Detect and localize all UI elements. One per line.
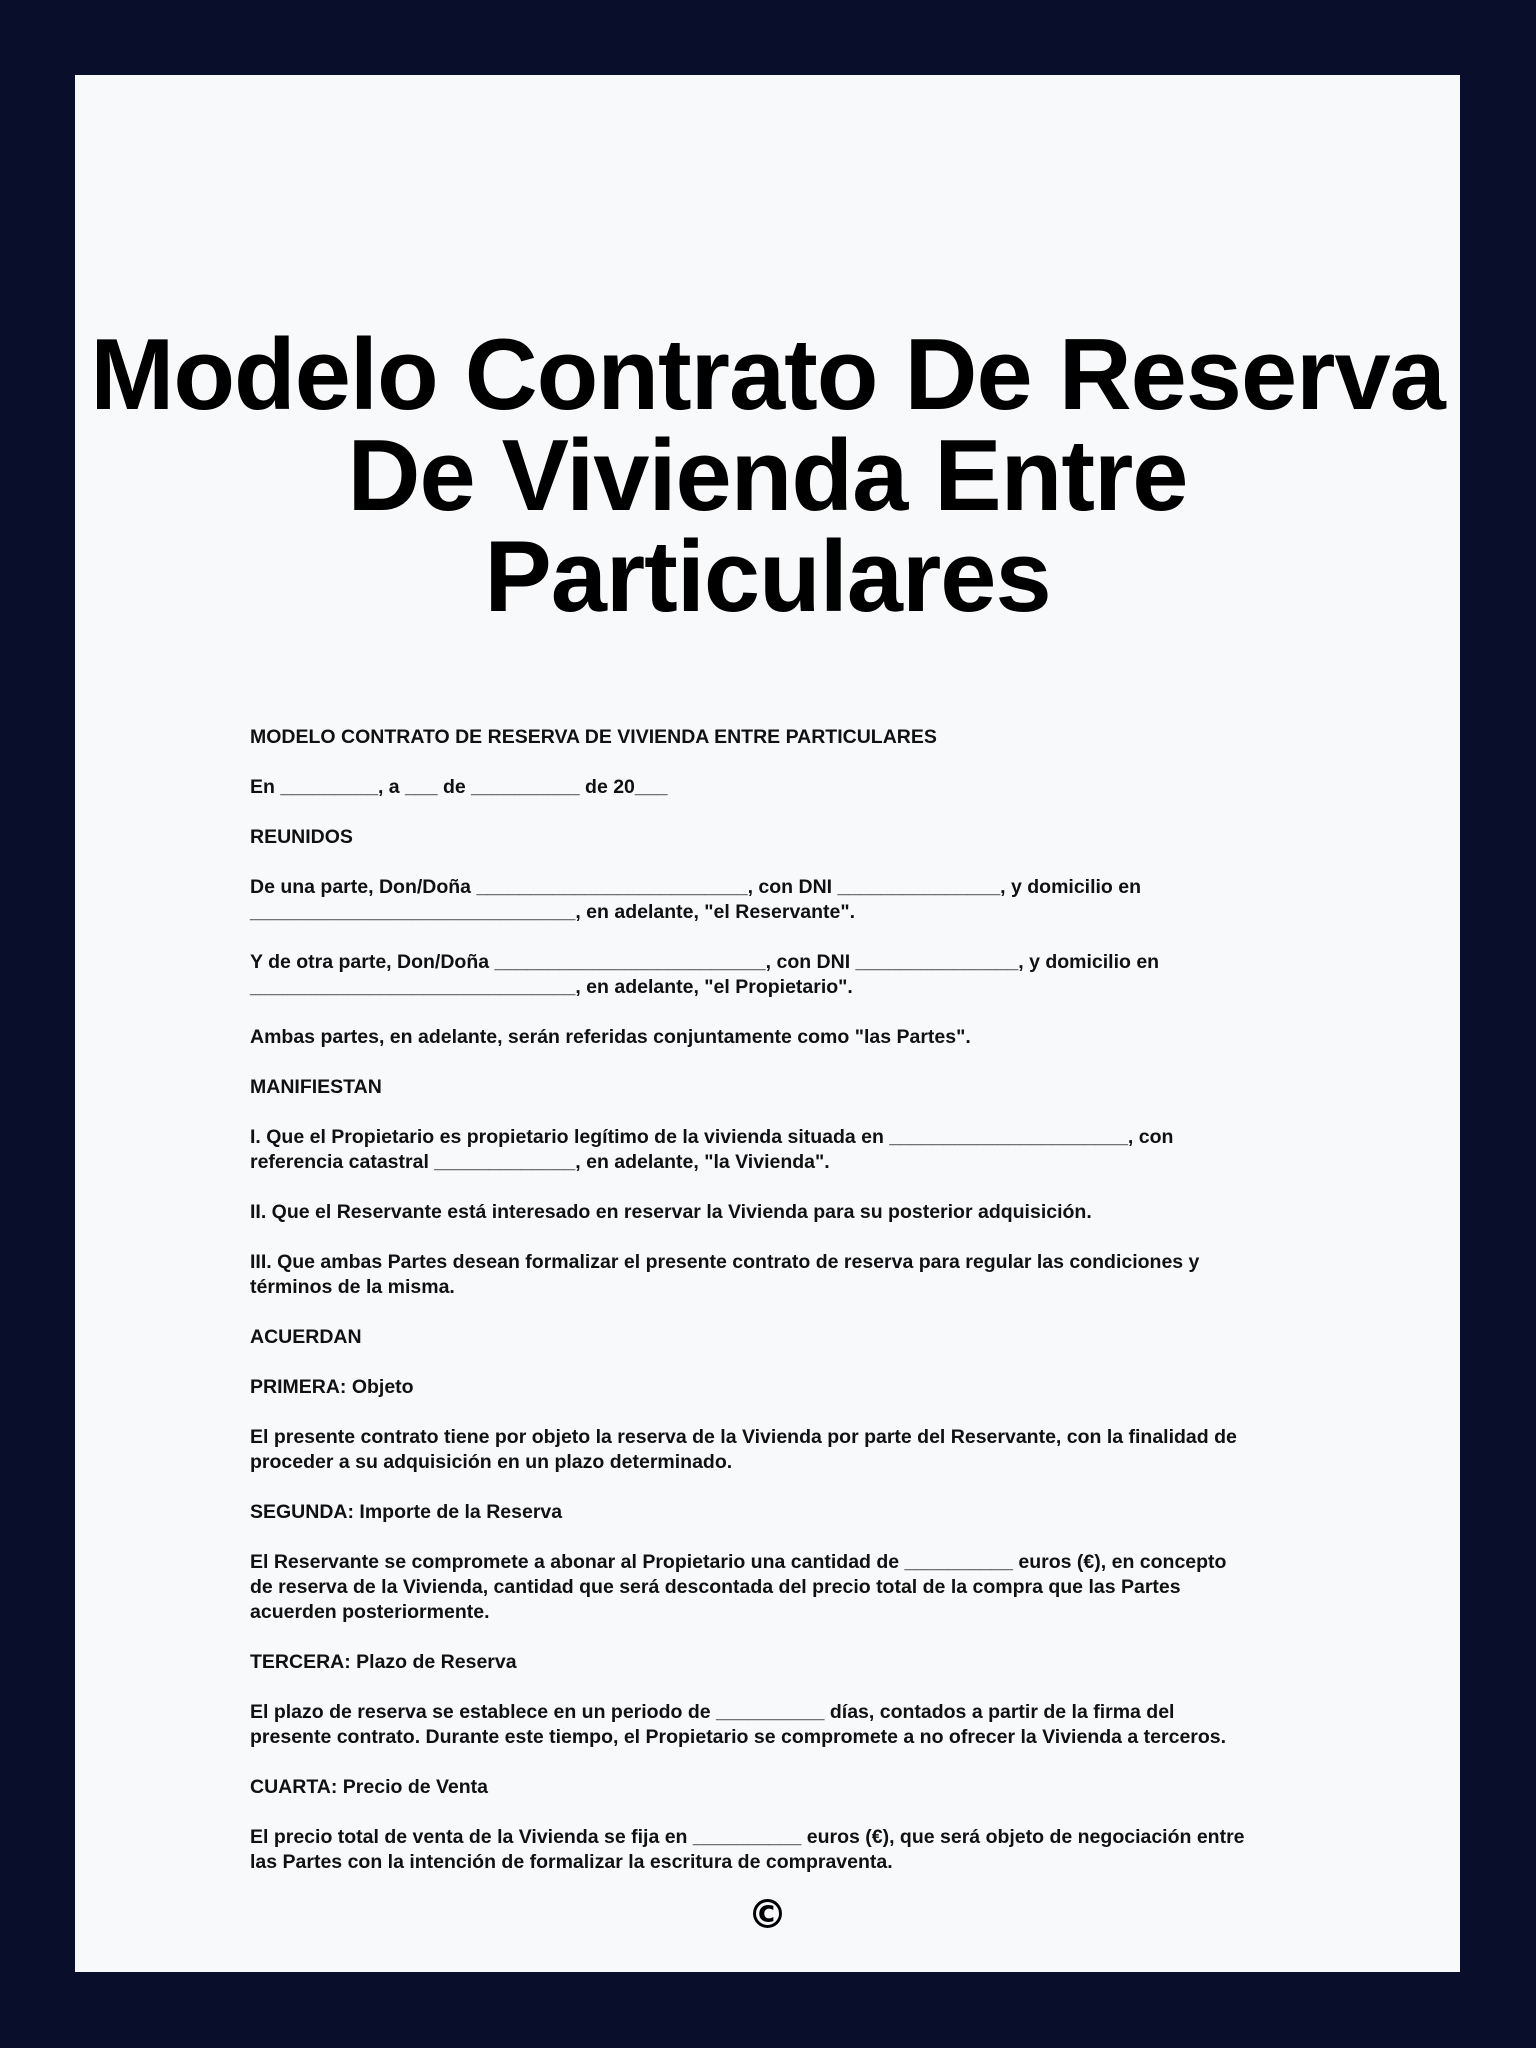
clause-heading-segunda: SEGUNDA: Importe de la Reserva [250,1501,563,1523]
document-page [75,75,1460,1972]
place-date-line: En _________, a ___ de __________ de 20___ [250,776,668,798]
clause-heading-cuarta: CUARTA: Precio de Venta [250,1776,489,1798]
clause-text-primera: El presente contrato tiene por objeto la reserva de la Vivienda por parte del Reservante, con la finalidad de proceder a su adquisición en un plazo determinado. [250,1426,1237,1473]
clause-text-segunda: El Reservante se compromete a abonar al Propietario una cantidad de __________ euros (€), en concepto de reserva de la Vivienda, cantidad que será descontada del precio total de la compra que las Partes acuerden posteriormente. [250,1551,1227,1623]
clause-text-tercera: El plazo de reserva se establece en un periodo de __________ días, contados a partir de la firma del presente contrato. Durante este tiempo, el Propietario se compromete a no ofrecer la Vivienda a terceros. [250,1701,1227,1748]
contract-body [250,725,1350,1900]
title-line: Particulares [484,521,1051,633]
section-heading-acuerdan: ACUERDAN [250,1326,362,1348]
title-line: De Vivienda Entre [347,420,1188,532]
document-heading: MODELO CONTRATO DE RESERVA DE VIVIENDA ENTRE PARTICULARES [250,726,937,748]
clause-heading-tercera: TERCERA: Plazo de Reserva [250,1651,517,1673]
clause-text-cuarta: El precio total de venta de la Vivienda se fija en __________ euros (€), que será objeto de negociación entre las Partes con la intención de formalizar la escritura de compraventa. [250,1826,1245,1873]
section-heading-reunidos: REUNIDOS [250,826,353,848]
party-propietario: Y de otra parte, Don/Doña _________________________, con DNI _______________, y domicilio en ______________________________, en adelante, "el Propietario". [250,951,1160,998]
parties-definition: Ambas partes, en adelante, serán referidas conjuntamente como "las Partes". [250,1026,971,1048]
clause-heading-primera: PRIMERA: Objeto [250,1376,414,1398]
party-reservante: De una parte, Don/Doña _________________________, con DNI _______________, y domicilio en ______________________________, en adelante, "el Reservante". [250,876,1142,923]
title-line: Modelo Contrato De Reserva [90,319,1445,431]
page-title [75,319,1460,633]
section-heading-manifiestan: MANIFIESTAN [250,1076,382,1098]
recital-2: II. Que el Reservante está interesado en reservar la Vivienda para su posterior adquisición. [250,1201,1092,1223]
recital-3: III. Que ambas Partes desean formalizar el presente contrato de reserva para regular las condiciones y términos de la misma. [250,1251,1200,1298]
recital-1: I. Que el Propietario es propietario legítimo de la vivienda situada en ______________________, con referencia catastral _____________, en adelante, "la Vivienda". [250,1126,1174,1173]
copyright-icon: © [747,1892,788,1938]
